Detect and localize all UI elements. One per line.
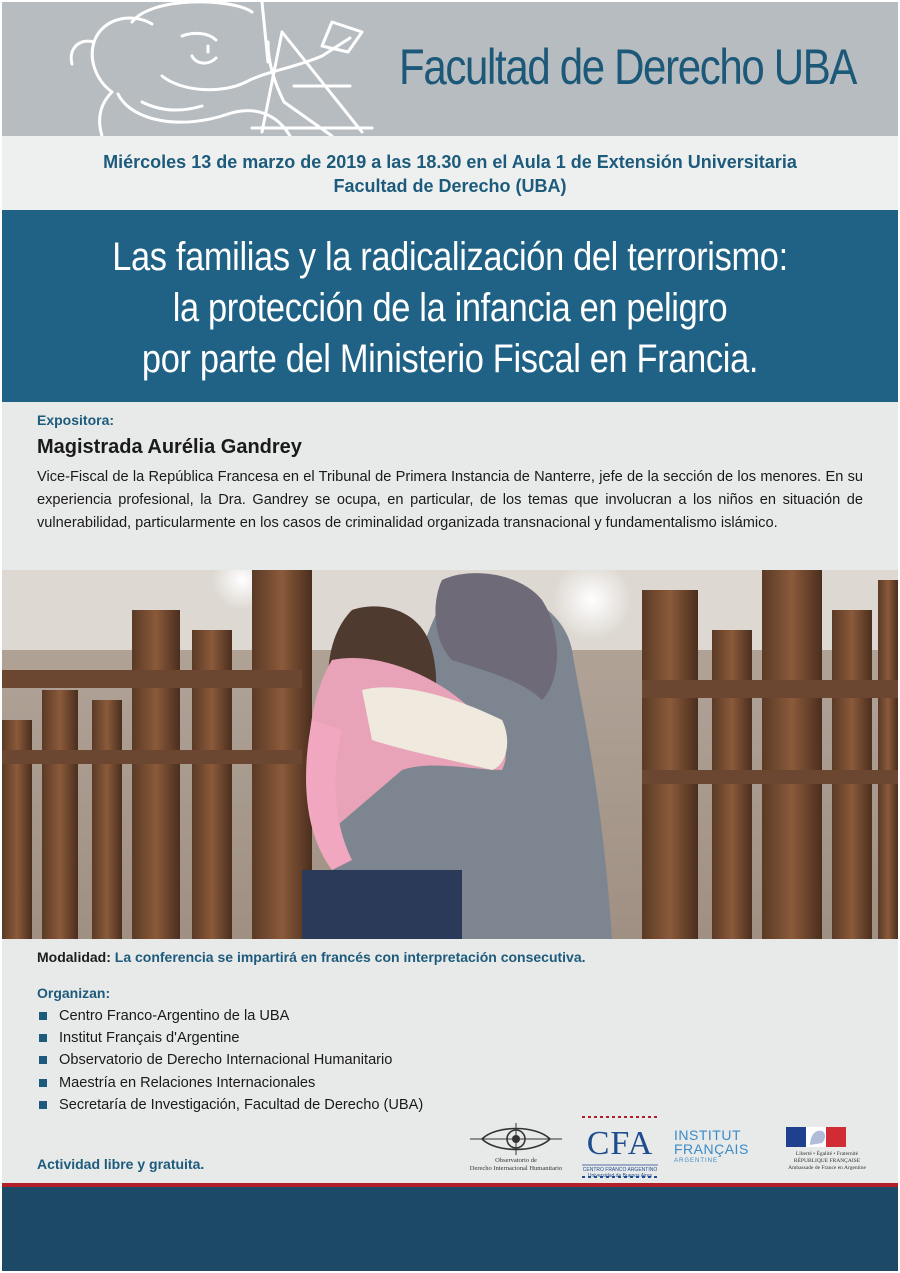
organizer-name: Institut Français d'Argentine bbox=[59, 1030, 240, 1047]
modality-label: Modalidad: bbox=[37, 949, 111, 965]
list-item bbox=[37, 1094, 423, 1116]
modality-line bbox=[37, 949, 586, 965]
french-embassy-logo bbox=[772, 1127, 882, 1177]
cfa-logo-text: CFA bbox=[586, 1125, 654, 1162]
cfa-logo bbox=[580, 1111, 660, 1181]
speaker-label: Expositora: bbox=[37, 412, 115, 428]
list-item bbox=[37, 1027, 423, 1049]
photo-illustration bbox=[2, 570, 898, 939]
eye-target-icon bbox=[462, 1121, 570, 1157]
list-item bbox=[37, 1049, 423, 1071]
footer-band bbox=[2, 1187, 898, 1271]
bullet-square-icon bbox=[39, 1101, 47, 1109]
organizer-name: Maestría en Relaciones Internacionales bbox=[59, 1074, 316, 1091]
logo-text-line: FRANÇAIS bbox=[674, 1141, 749, 1157]
date-band bbox=[2, 136, 898, 210]
talk-title-line: Las familias y la radicalización del terrorismo: bbox=[112, 235, 788, 279]
header-band bbox=[2, 2, 898, 136]
logo-text-line: Derecho Internacional Humanitario bbox=[469, 1164, 563, 1172]
faculty-title: Facultad de Derecho UBA bbox=[398, 39, 856, 95]
logo-text-line: Liberté • Égalité • Fraternité bbox=[795, 1151, 859, 1157]
bullet-square-icon bbox=[39, 1079, 47, 1087]
talk-title-line: la protección de la infancia en peligro bbox=[172, 286, 728, 330]
list-item bbox=[37, 1072, 423, 1094]
talk-title-band bbox=[2, 210, 898, 402]
logo-text-line: Universidad de Buenos Aires bbox=[587, 1173, 653, 1179]
free-activity-note: Actividad libre y gratuita. bbox=[37, 1156, 205, 1172]
speaker-section bbox=[2, 402, 898, 570]
modality-value: La conferencia se impartirá en francés con interpretación consecutiva. bbox=[114, 949, 586, 965]
talk-title-line: por parte del Ministerio Fiscal en Francia. bbox=[141, 337, 759, 381]
event-date-line: Miércoles 13 de marzo de 2019 a las 18.30 en el Aula 1 de Extensión Universitaria bbox=[103, 152, 797, 172]
bullet-square-icon bbox=[39, 1056, 47, 1064]
logo-text-line: RÉPUBLIQUE FRANÇAISE bbox=[793, 1158, 861, 1164]
talk-title bbox=[65, 232, 836, 385]
observatorio-logo bbox=[462, 1121, 570, 1173]
speaker-name: Magistrada Aurélia Gandrey bbox=[37, 436, 302, 458]
bullet-square-icon bbox=[39, 1012, 47, 1020]
organizer-name: Centro Franco-Argentino de la UBA bbox=[59, 1008, 290, 1024]
list-item bbox=[37, 1005, 423, 1027]
organizer-name: Observatorio de Derecho Internacional Humanitario bbox=[59, 1052, 393, 1069]
cfa-logo-subtitle bbox=[580, 1167, 660, 1179]
logo-text-line: INSTITUT bbox=[674, 1127, 741, 1143]
observatorio-logo-text bbox=[462, 1157, 570, 1172]
organizers-list bbox=[37, 1005, 423, 1116]
photo-woman-holding-child bbox=[2, 570, 898, 939]
info-section bbox=[2, 939, 898, 1183]
logo-text-line: Ambassade de France en Argentine bbox=[788, 1165, 866, 1171]
speaker-bio: Vice-Fiscal de la República Francesa en el Tribunal de Primera Instancia de Nanterre, jefe de la sección de los menores. En su experiencia profesional, la Dra. Gandrey se ocupa, en particular, de los temas que involucran a los niños en situación de vulnerabilidad, particularmente en los casos de criminalidad organizada transnacional y fundamentalismo islámico. bbox=[37, 469, 863, 531]
institut-francais-logo bbox=[674, 1128, 764, 1178]
french-embassy-logo-text bbox=[772, 1151, 882, 1172]
event-venue-line: Facultad de Derecho (UBA) bbox=[333, 176, 567, 196]
bullet-square-icon bbox=[39, 1034, 47, 1042]
logo-text-line: Observatorio de bbox=[495, 1157, 537, 1164]
lady-justice-icon bbox=[32, 2, 412, 136]
logo-text-line: ARGENTINE bbox=[674, 1158, 719, 1164]
logo-text-line: CENTRO FRANCO ARGENTINO bbox=[582, 1167, 658, 1173]
organizer-name: Secretaría de Investigación, Facultad de Derecho (UBA) bbox=[59, 1096, 424, 1113]
marianne-flag-icon bbox=[786, 1127, 846, 1147]
organizers-label: Organizan: bbox=[37, 985, 111, 1001]
